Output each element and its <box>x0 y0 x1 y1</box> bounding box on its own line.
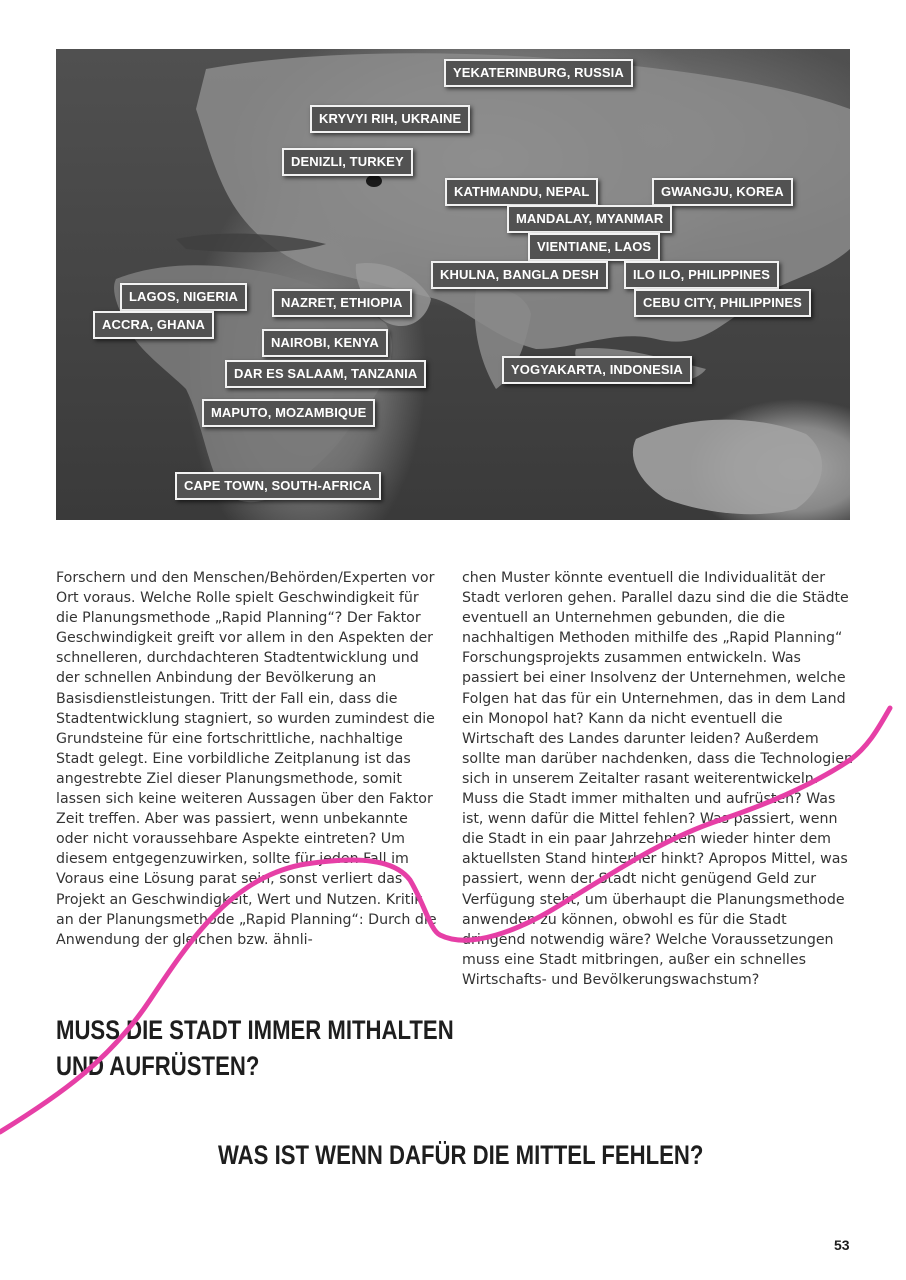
map-label-mandalay: MANDALAY, MYANMAR <box>507 205 672 233</box>
map-label-dar-es-salaam: DAR ES SALAAM, TANZANIA <box>225 360 426 388</box>
sub-heading: WAS IST WENN DAFÜR DIE MITTEL FEHLEN? <box>218 1140 704 1170</box>
section-heading-line-1: MUSS DIE STADT IMMER MITHALTEN <box>56 1015 454 1045</box>
map-label-cebu: CEBU CITY, PHILIPPINES <box>634 289 811 317</box>
map-label-vientiane: VIENTIANE, LAOS <box>528 233 660 261</box>
text-column-left <box>56 568 438 950</box>
map-label-lagos: LAGOS, NIGERIA <box>120 283 247 311</box>
section-heading-line-2: UND AUFRÜSTEN? <box>56 1051 260 1081</box>
map-label-denizli: DENIZLI, TURKEY <box>282 148 413 176</box>
map-label-maputo: MAPUTO, MOZAMBIQUE <box>202 399 375 427</box>
map-label-nairobi: NAIROBI, KENYA <box>262 329 388 357</box>
body-text-left: Forschern und den Menschen/Behörden/Experten vor Ort voraus. Welche Rolle spielt Geschwindigkeit für die Planungsmethode „Rapid Planning“? Der Faktor Geschwindigkeit greift vor allem in den Aspekten der schnelleren, durchdachteren Stadtentwicklung und der schnellen Anbindung der Bevölkerung an Basisdienstleistungen. Tritt der Fall ein, dass die Stadtentwicklung stagniert, so wurden zumindest die Grundsteine für eine fortschrittliche, nachhaltige Stadt gelegt. Eine vorbildliche Zeitplanung ist das angestrebte Ziel dieser Planungsmethode, somit lassen sich keine weiteren Aussagen über den Faktor Zeit treffen. Aber was passiert, wenn unbekannte oder nicht voraussehbare Aspekte eintreten? Um diesem entgegenzuwirken, sollte für jeden Fall im Voraus eine Lösung parat sein, sonst verliert das Projekt an Geschwindigkeit, Wert und Nutzen. Kritik an der Planungsmethode „Rapid Planning“: Durch die Anwendung der gleichen bzw. ähnli- <box>56 570 437 948</box>
body-text-right: chen Muster könnte eventuell die Individualität der Stadt verloren gehen. Parallel dazu sind die die Städte eventuell an Unternehmen gebunden, die die nachhaltigen Methoden mithilfe des „Rapid Planning“ Forschungsprojekts zusammen entwickeln. Was passiert bei einer Insolvenz der Unternehmen, welche Folgen hat das für ein Unternehmen, das in dem Land ein Monopol hat? Kann da nicht eventuell die Wirtschaft des Landes darunter leiden? Außerdem sollte man darüber nachdenken, dass die Technologien sich in unserem Zeitalter rasant weiterentwickeln. Muss die Stadt immer mithalten und aufrüsten? Was ist, wenn dafür die Mittel fehlen? Was passiert, wenn die Stadt in ein paar Jahrzehnten wieder hinter dem aktuellsten Stand hinterher hinkt? Apropos Mittel, was passiert, wenn der Stadt nicht genügend Geld zur Verfügung steht, um überhaupt die Planungsmethode anwenden zu können, obwohl es für die Stadt dringend notwendig wäre? Welche Voraussetzungen muss eine Stadt mitbringen, außer ein schnelles Wirtschafts- und Bevölkerungswachstum? <box>462 570 853 988</box>
map-label-yekaterinburg: YEKATERINBURG, RUSSIA <box>444 59 633 87</box>
text-column-right <box>462 568 854 990</box>
map-label-cape-town: CAPE TOWN, SOUTH-AFRICA <box>175 472 381 500</box>
world-map-image <box>56 49 850 520</box>
page-number: 53 <box>834 1237 850 1253</box>
map-label-khulna: KHULNA, BANGLA DESH <box>431 261 608 289</box>
map-label-yogyakarta: YOGYAKARTA, INDONESIA <box>502 356 692 384</box>
map-label-accra: ACCRA, GHANA <box>93 311 214 339</box>
map-label-kathmandu: KATHMANDU, NEPAL <box>445 178 598 206</box>
map-label-kryvyi-rih: KRYVYI RIH, UKRAINE <box>310 105 470 133</box>
section-heading <box>56 1012 454 1084</box>
map-label-nazret: NAZRET, ETHIOPIA <box>272 289 412 317</box>
map-label-gwangju: GWANGJU, KOREA <box>652 178 793 206</box>
map-label-iloilo: ILO ILO, PHILIPPINES <box>624 261 779 289</box>
